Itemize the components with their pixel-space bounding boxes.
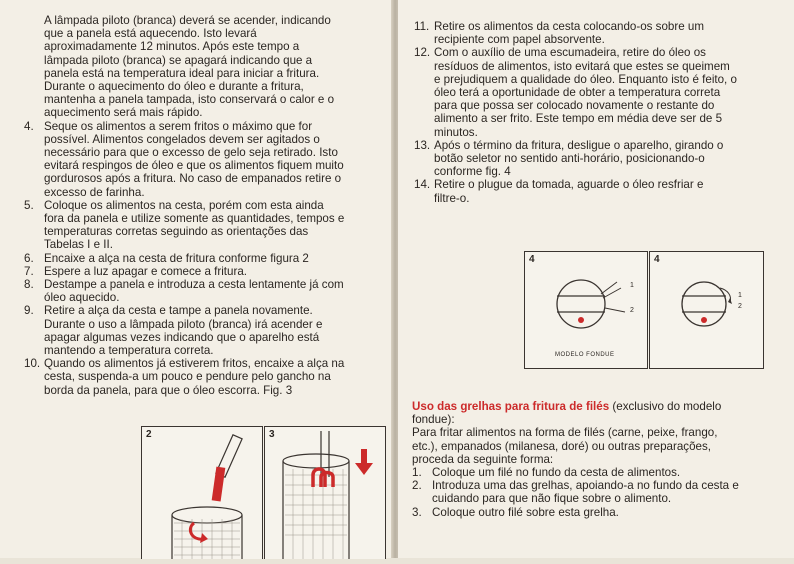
list-item-number: 13. xyxy=(414,138,431,152)
text-line: Introduza uma das grelhas, apoiando-a no fundo da cesta e xyxy=(432,479,739,493)
list-item-body xyxy=(434,178,774,204)
figure-4a-number: 4 xyxy=(529,254,535,265)
basket-handle-illustration xyxy=(142,427,262,559)
list-item-number: 9. xyxy=(24,304,34,318)
list-item-body xyxy=(434,139,774,179)
text-line: borda da panela, para que o óleo escorra. Fig. 3 xyxy=(44,383,293,397)
text-line: proceda da seguinte forma: xyxy=(412,452,554,466)
text-line: panela está na temperatura ideal para iniciar a fritura. xyxy=(44,66,320,80)
list-item-number: 5. xyxy=(24,198,34,212)
list-item-body xyxy=(432,479,772,505)
list-item xyxy=(412,466,772,479)
list-item-body xyxy=(44,120,375,199)
list-item-number: 10. xyxy=(24,357,41,371)
figure-2 xyxy=(141,426,263,559)
list-item xyxy=(24,199,375,252)
list-item xyxy=(414,20,774,46)
intro-paragraph xyxy=(44,14,375,120)
list-item xyxy=(24,120,375,199)
figure-3 xyxy=(264,426,386,559)
list-item-body xyxy=(44,278,375,304)
list-item-number: 6. xyxy=(24,251,34,265)
list-item-number: 8. xyxy=(24,278,34,292)
list-item-body xyxy=(434,46,774,138)
text-line: Coloque um filé no fundo da cesta de alimentos. xyxy=(432,466,681,480)
section-title-rest-2: fondue): xyxy=(412,413,455,427)
text-line: óleo aquecido. xyxy=(44,291,120,305)
text-line: minutos. xyxy=(434,125,478,139)
list-item-body xyxy=(432,506,772,519)
text-line: gordurosos após a fritura. No caso de empanados retire o xyxy=(44,172,342,186)
text-line: Destampe a panela e introduza a cesta lentamente já com xyxy=(44,278,344,292)
figure-3-number: 3 xyxy=(269,429,275,440)
list-item-body xyxy=(432,466,772,479)
text-line: botão seletor no sentido anti-horário, posicionando-o xyxy=(434,152,705,166)
list-item-body xyxy=(434,20,774,46)
list-item-number: 12. xyxy=(414,46,431,60)
knob-standard-illustration xyxy=(650,252,763,352)
text-line: para que possa ser colocado novamente o restante do xyxy=(434,99,715,113)
list-item-number: 14. xyxy=(414,178,431,192)
text-line: evitará respingos de óleo e que os alimentos fiquem muito xyxy=(44,159,344,173)
figure-4a-mark-1: 1 xyxy=(630,282,634,289)
list-item-number: 1. xyxy=(412,466,422,480)
list-item-body xyxy=(44,304,375,357)
list-item-body xyxy=(44,252,375,265)
text-line: Coloque os alimentos na cesta, porém com esta ainda xyxy=(44,198,324,212)
text-line: fora da panela e utilize somente as quantidades, tempos e xyxy=(44,212,345,226)
text-line: Encaixe a alça na cesta de fritura conforme figura 2 xyxy=(44,251,309,265)
text-line: Durante o aquecimento do óleo e durante a fritura, xyxy=(44,80,304,94)
grills-section xyxy=(412,400,772,519)
text-line: Quando os alimentos já estiverem fritos, encaixe a alça na xyxy=(44,357,345,371)
text-line: Espere a luz apagar e comece a fritura. xyxy=(44,264,247,278)
list-item xyxy=(412,479,772,505)
text-line: e prejudiquem a qualidade do óleo. Enquanto isto é feito, o xyxy=(434,72,737,86)
text-line: etc.), empanados (milanesa, doré) ou outras preparações, xyxy=(412,439,712,453)
text-line: resíduos de alimentos, isto evitará que estes se queimem xyxy=(434,59,730,73)
list-item xyxy=(414,46,774,138)
text-line: mantenha a panela tampada, isto conservará o calor e o xyxy=(44,93,335,107)
right-steps-list xyxy=(414,20,774,205)
text-line: alimento a ser frito. Este tempo em média deve ser de 5 xyxy=(434,112,723,126)
list-item-number: 3. xyxy=(412,505,422,519)
text-line: conforme fig. 4 xyxy=(434,165,511,179)
list-item xyxy=(412,506,772,519)
text-line: excesso de farinha. xyxy=(44,185,145,199)
text-line: Retire o plugue da tomada, aguarde o óleo resfriar e xyxy=(434,178,704,192)
list-item xyxy=(414,178,774,204)
list-item xyxy=(414,139,774,179)
list-item-number: 7. xyxy=(24,264,34,278)
figure-4a-mark-2: 2 xyxy=(630,307,634,314)
text-line: possível. Alimentos congelados devem ser agitados o xyxy=(44,132,320,146)
text-line: aquecimento será mais rápido. xyxy=(44,106,203,120)
text-line: A lâmpada piloto (branca) deverá se acender, indicando xyxy=(44,14,331,27)
list-item-body xyxy=(44,357,375,397)
text-line: temperaturas corretas seguindo as orientações das xyxy=(44,225,309,239)
section-steps-list xyxy=(412,466,772,519)
figure-4a-caption: MODELO FONDUE xyxy=(555,352,615,358)
knob-fondue-illustration xyxy=(525,252,647,352)
list-item-body xyxy=(44,265,375,278)
list-item xyxy=(24,252,375,265)
section-intro xyxy=(412,426,772,466)
section-title: Uso das grelhas para fritura de filés xyxy=(412,400,610,413)
list-item-body xyxy=(44,199,375,252)
basket-hanging-illustration xyxy=(265,427,385,559)
text-line: recipiente com papel absorvente. xyxy=(434,33,605,47)
left-steps-list xyxy=(24,120,375,397)
section-heading xyxy=(412,400,772,413)
figure-4b-mark-1: 1 xyxy=(738,292,742,299)
text-line: óleo terá a oportunidade de obter a temperatura correta xyxy=(434,86,721,100)
figure-4-standard xyxy=(649,251,764,369)
text-line: filtre-o. xyxy=(434,191,470,205)
text-line: cesta, suspenda-a um pouco e pendure pelo gancho na xyxy=(44,370,331,384)
text-line: Seque os alimentos a serem fritos o máximo que for xyxy=(44,119,313,133)
figure-4-fondue xyxy=(524,251,648,369)
list-item-number: 4. xyxy=(24,119,34,133)
text-line: Para fritar alimentos na forma de filés (carne, peixe, frango, xyxy=(412,426,718,440)
list-item xyxy=(24,304,375,357)
section-title-rest: (exclusivo do modelo xyxy=(609,400,722,413)
figure-2-number: 2 xyxy=(146,429,152,440)
text-line: aproximadamente 12 minutos. Após este tempo a xyxy=(44,40,300,54)
list-item xyxy=(24,265,375,278)
list-item xyxy=(24,357,375,397)
text-line: Retire os alimentos da cesta colocando-os sobre um xyxy=(434,20,705,33)
figure-4b-mark-2: 2 xyxy=(738,303,742,310)
text-line: Com o auxílio de uma escumadeira, retire do óleo os xyxy=(434,46,706,60)
text-line: lâmpada piloto (branca) se apagará indicando que a xyxy=(44,53,313,67)
text-line: apagar algumas vezes indicando que o aparelho está xyxy=(44,330,320,344)
text-line: Coloque outro filé sobre esta grelha. xyxy=(432,505,619,519)
list-item-number: 11. xyxy=(414,20,430,33)
text-line: Retire a alça da cesta e tampe a panela novamente. xyxy=(44,304,313,318)
text-line: que a panela está aquecendo. Isto levará xyxy=(44,27,257,41)
text-line: Após o término da fritura, desligue o aparelho, girando o xyxy=(434,138,724,152)
text-line: Durante o uso a lâmpada piloto (branca) irá acender e xyxy=(44,317,323,331)
text-line: mantendo a temperatura correta. xyxy=(44,344,214,358)
figure-4b-number: 4 xyxy=(654,254,660,265)
text-line: necessário para que o excesso de gelo seja retirado. Isto xyxy=(44,146,338,160)
list-item-number: 2. xyxy=(412,479,422,493)
text-line: cuidando para que não fique sobre o alimento. xyxy=(432,492,672,506)
text-line: Tabelas I e II. xyxy=(44,238,113,252)
list-item xyxy=(24,278,375,304)
